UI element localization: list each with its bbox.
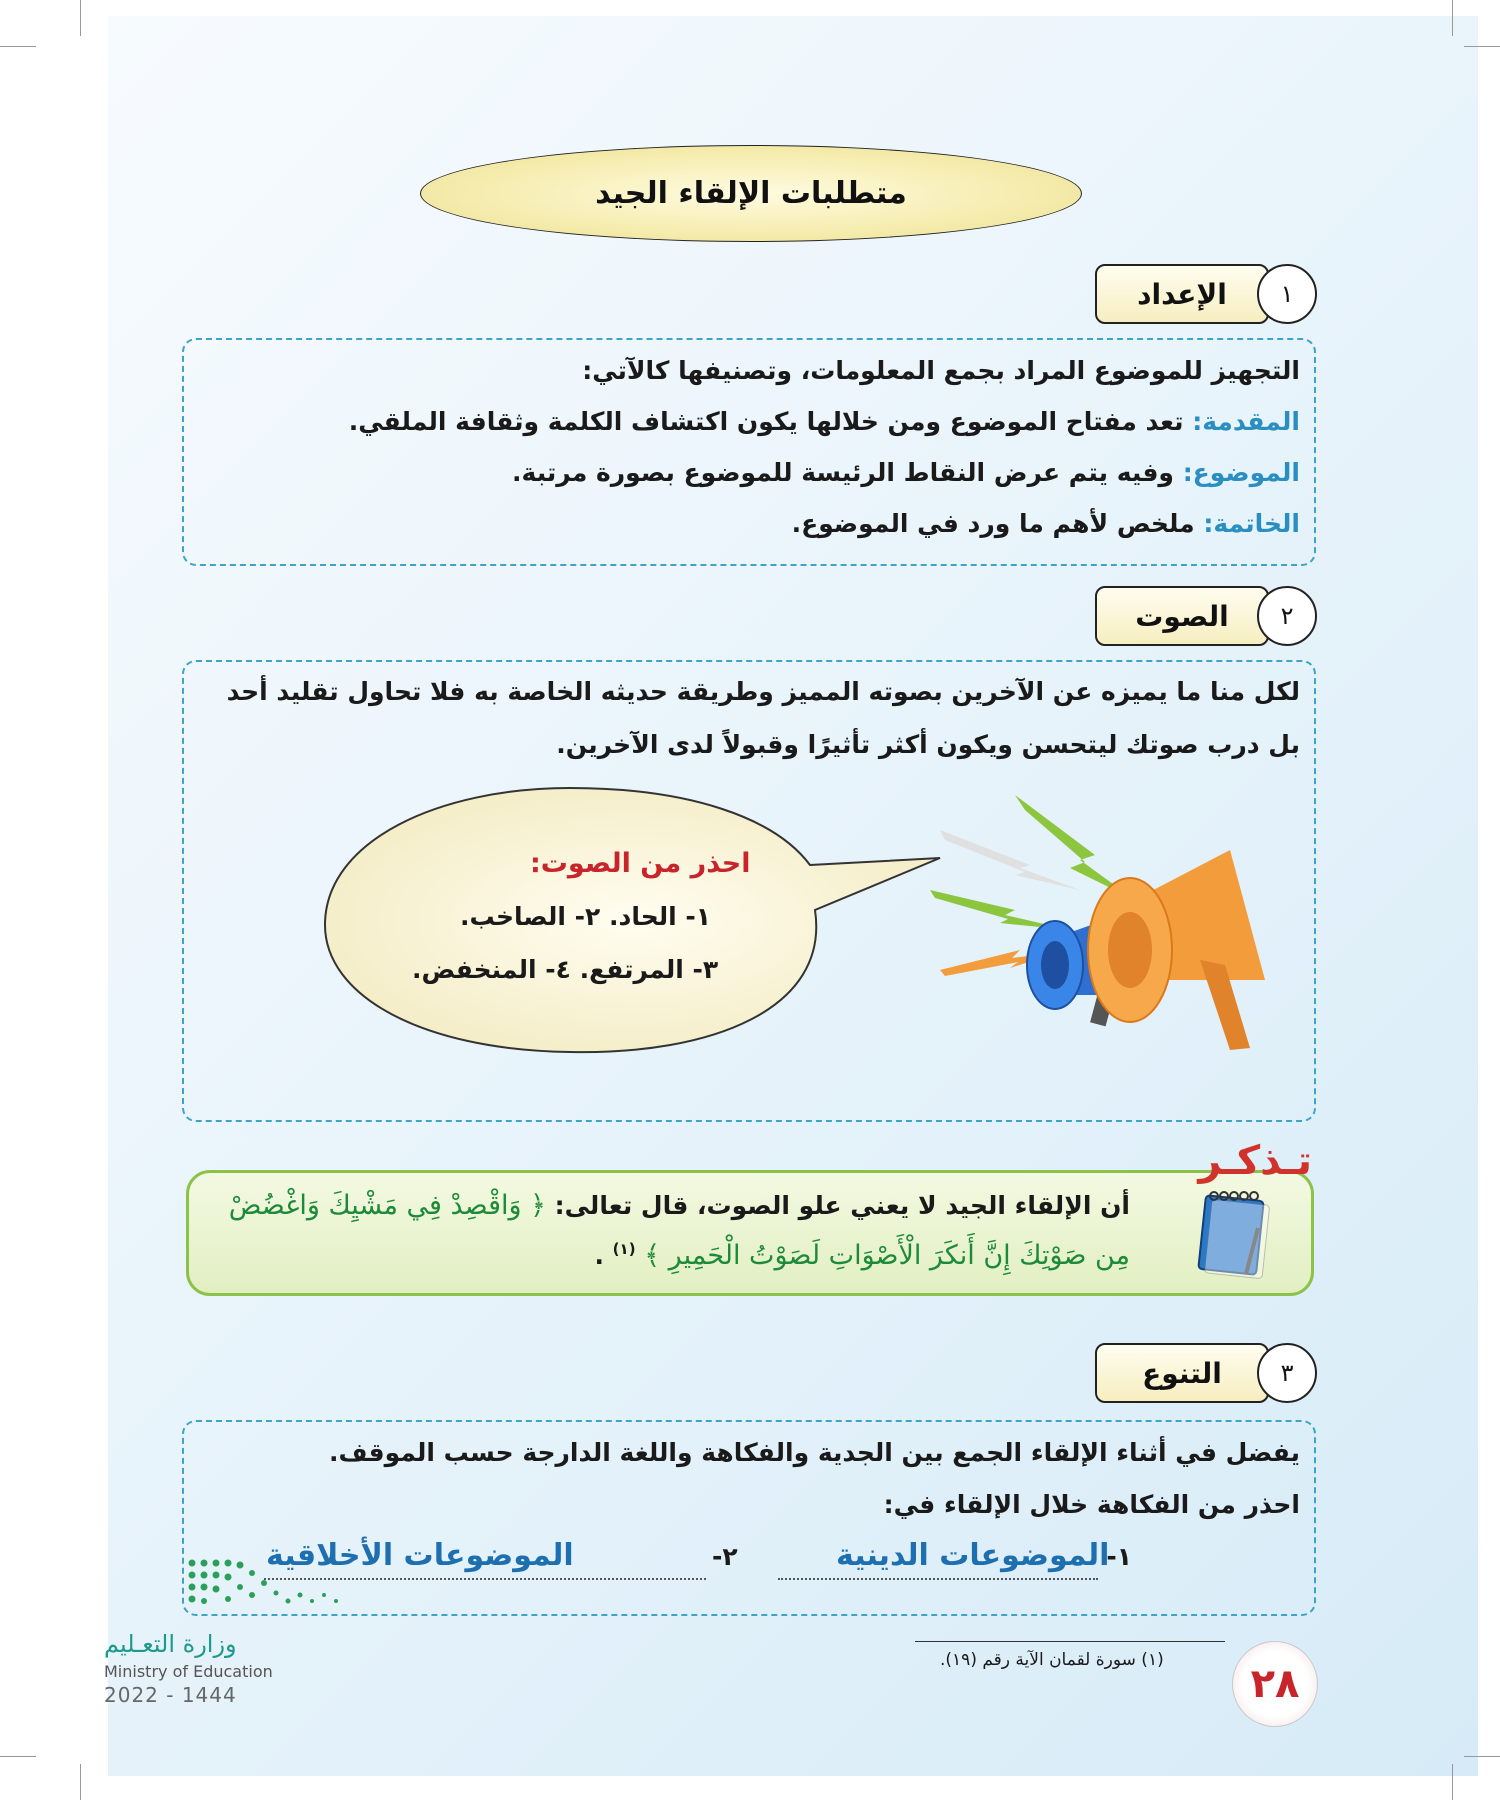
remember-box bbox=[186, 1170, 1314, 1296]
section-heading-preparation bbox=[1095, 263, 1317, 325]
section-heading-voice bbox=[1095, 585, 1317, 647]
item-keyword: المقدمة: bbox=[1192, 407, 1300, 436]
preparation-intro: التجهيز للموضوع المراد بجمع المعلومات، وتصنيفها كالآتي: bbox=[582, 356, 1300, 385]
ministry-logo bbox=[104, 1630, 284, 1707]
voice-line: لكل منا ما يميزه عن الآخرين بصوته المميز وطريقة حديثه الخاصة به فلا تحاول تقليد أحد bbox=[226, 677, 1300, 706]
quran-verse: ﴿ وَاقْصِدْ فِي مَشْيِكَ وَاغْضُضْ bbox=[228, 1190, 546, 1221]
section-number: ٣ bbox=[1257, 1343, 1317, 1403]
item-text: ملخص لأهم ما ورد في الموضوع. bbox=[791, 509, 1204, 538]
remember-title: تـذكـر bbox=[1198, 1138, 1312, 1184]
remember-end: . bbox=[594, 1241, 604, 1270]
ministry-year: 2022 - 1444 bbox=[104, 1683, 237, 1707]
section-number: ٢ bbox=[1257, 586, 1317, 646]
variety-line: يفضل في أثناء الإلقاء الجمع بين الجدية والفكاهة واللغة الدارجة حسب الموقف. bbox=[328, 1438, 1300, 1467]
item-keyword: الموضوع: bbox=[1182, 458, 1300, 487]
crop-mark bbox=[80, 0, 81, 36]
ministry-arabic: وزارة التعـليم bbox=[104, 1630, 237, 1658]
answer-item-number: ٢- bbox=[712, 1542, 738, 1571]
notepad-icon bbox=[1196, 1188, 1276, 1280]
item-text: وفيه يتم عرض النقاط الرئيسة للموضوع بصورة مرتبة. bbox=[512, 458, 1183, 487]
section-number: ١ bbox=[1257, 264, 1317, 324]
bubble-row: ١- الحاد. ٢- الصاخب. bbox=[460, 902, 712, 931]
page-number: ٢٨ bbox=[1232, 1641, 1318, 1727]
answer-item-number: ١- bbox=[1106, 1542, 1132, 1571]
remember-text: أن الإلقاء الجيد لا يعني علو الصوت، قال تعالى: bbox=[545, 1191, 1130, 1220]
bubble-title: احذر من الصوت: bbox=[530, 848, 751, 879]
section-label: الإعداد bbox=[1095, 264, 1269, 324]
footnote: (١) سورة لقمان الآية رقم (١٩). bbox=[940, 1650, 1164, 1670]
answer-text: الموضوعات الأخلاقية bbox=[266, 1538, 574, 1573]
crop-mark bbox=[0, 1756, 36, 1757]
page-title: متطلبات الإلقاء الجيد bbox=[420, 145, 1082, 242]
answer-line bbox=[778, 1578, 1098, 1580]
crop-mark bbox=[1464, 46, 1500, 47]
section-label: الصوت bbox=[1095, 586, 1269, 646]
bubble-row: ٣- المرتفع. ٤- المنخفض. bbox=[412, 955, 719, 984]
item-text: تعد مفتاح الموضوع ومن خلالها يكون اكتشاف الكلمة وثقافة الملقي. bbox=[348, 407, 1193, 436]
voice-line: بل درب صوتك ليتحسن ويكون أكثر تأثيرًا وقبولاً لدى الآخرين. bbox=[556, 730, 1300, 759]
dots-decoration bbox=[186, 1555, 356, 1610]
crop-mark bbox=[1452, 1764, 1453, 1800]
preparation-item bbox=[512, 458, 1300, 487]
crop-mark bbox=[0, 46, 36, 47]
variety-line: احذر من الفكاهة خلال الإلقاء في: bbox=[883, 1490, 1300, 1519]
remember-line bbox=[229, 1190, 1130, 1221]
crop-mark bbox=[1452, 0, 1453, 36]
section-label: التنوع bbox=[1095, 1343, 1269, 1403]
preparation-item bbox=[349, 407, 1300, 436]
footnote-ref: (١) bbox=[612, 1240, 636, 1258]
section-heading-variety bbox=[1095, 1342, 1317, 1404]
quran-verse: مِن صَوْتِكَ إِنَّ أَنكَرَ الْأَصْوَاتِ لَصَوْتُ الْحَمِيرِ ﴾ bbox=[644, 1240, 1130, 1271]
item-keyword: الخاتمة: bbox=[1203, 509, 1300, 538]
crop-mark bbox=[80, 1764, 81, 1800]
ministry-english: Ministry of Education bbox=[104, 1662, 273, 1681]
megaphone-icon bbox=[920, 780, 1300, 1060]
crop-mark bbox=[1464, 1756, 1500, 1757]
answer-text: الموضوعات الدينية bbox=[836, 1538, 1110, 1573]
preparation-item bbox=[792, 509, 1300, 538]
remember-line bbox=[594, 1240, 1130, 1271]
footnote-separator bbox=[915, 1641, 1225, 1642]
